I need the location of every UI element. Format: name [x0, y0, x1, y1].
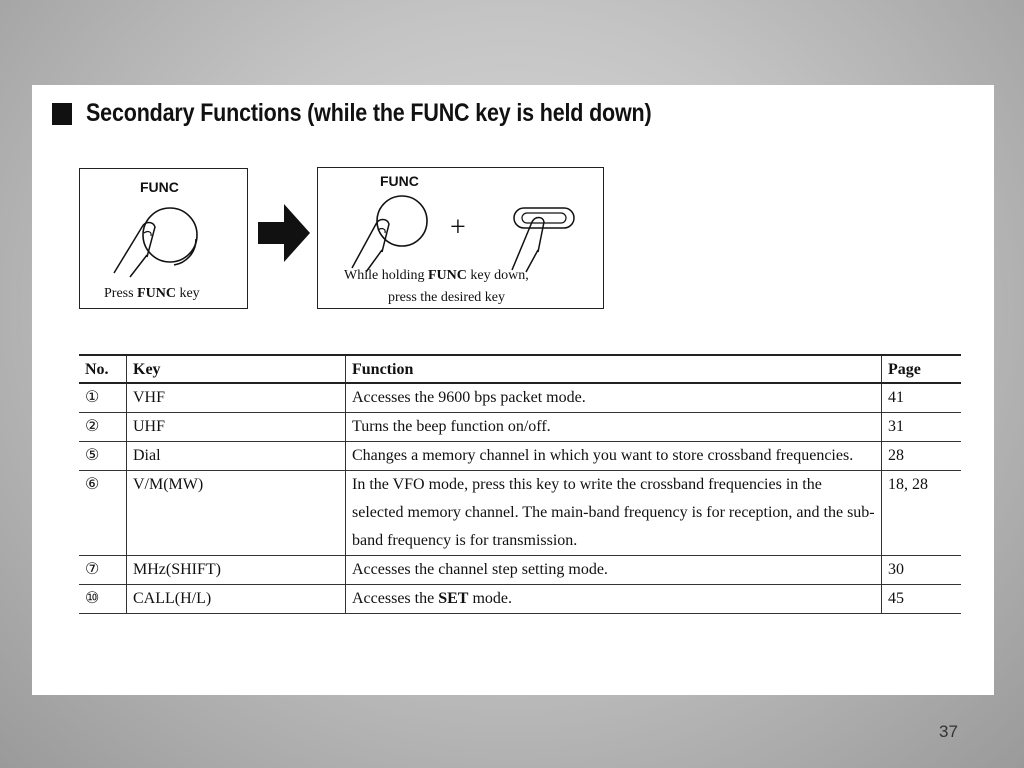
row-page: 30	[882, 556, 962, 585]
row-number: ①	[79, 383, 127, 413]
heading-bullet-icon	[52, 103, 72, 125]
row-page: 45	[882, 585, 962, 614]
row-page: 28	[882, 442, 962, 471]
table-row	[79, 442, 961, 471]
section-heading	[52, 99, 744, 128]
finger-key-press-icon	[502, 204, 582, 274]
row-page: 41	[882, 383, 962, 413]
hold-func-illustration	[317, 167, 604, 309]
column-header-no: No.	[79, 355, 127, 383]
row-number: ②	[79, 413, 127, 442]
row-function: Changes a memory channel in which you want to store crossband frequencies.	[346, 442, 882, 471]
left-caption: Press FUNC key	[104, 286, 200, 301]
title-prefix: Secondary Functions (while the	[86, 99, 411, 127]
title-suffix: key is held down)	[469, 99, 652, 127]
press-func-illustration	[79, 168, 248, 309]
plus-sign: +	[450, 212, 466, 243]
column-header-page: Page	[882, 355, 962, 383]
row-page: 18, 28	[882, 471, 962, 556]
right-caption-line1: While holding FUNC key down,	[344, 268, 529, 283]
row-function: Accesses the 9600 bps packet mode.	[346, 383, 882, 413]
row-number: ⑤	[79, 442, 127, 471]
row-function: Turns the beep function on/off.	[346, 413, 882, 442]
row-key: VHF	[127, 383, 346, 413]
right-caption-line2: press the desired key	[388, 290, 506, 305]
table-header-row	[79, 355, 961, 383]
table-row	[79, 585, 961, 614]
row-number: ⑦	[79, 556, 127, 585]
func-key-label-2: FUNC	[380, 173, 419, 189]
row-function: Accesses the channel step setting mode.	[346, 556, 882, 585]
row-key: Dial	[127, 442, 346, 471]
manual-page	[32, 85, 994, 695]
title-func-word: FUNC	[410, 99, 470, 127]
table-row	[79, 383, 961, 413]
right-arrow-icon	[258, 204, 312, 262]
row-key: UHF	[127, 413, 346, 442]
row-key: V/M(MW)	[127, 471, 346, 556]
row-page: 31	[882, 413, 962, 442]
row-function: In the VFO mode, press this key to write the crossband frequencies in the selected memory channel. The main-band frequency is for reception, and the sub-band frequency is for transmission.	[346, 471, 882, 556]
secondary-functions-table	[79, 354, 961, 614]
slide-number: 37	[939, 722, 958, 741]
table-row	[79, 471, 961, 556]
table-row	[79, 413, 961, 442]
section-title	[86, 99, 652, 128]
finger-press-icon	[104, 199, 224, 279]
row-number: ⑥	[79, 471, 127, 556]
column-header-key: Key	[127, 355, 346, 383]
row-number: ⑩	[79, 585, 127, 614]
row-key: MHz(SHIFT)	[127, 556, 346, 585]
column-header-function: Function	[346, 355, 882, 383]
row-function: Accesses the SET mode.	[346, 585, 882, 614]
finger-hold-icon	[346, 194, 446, 274]
row-key: CALL(H/L)	[127, 585, 346, 614]
table-row	[79, 556, 961, 585]
func-key-label: FUNC	[140, 179, 179, 195]
